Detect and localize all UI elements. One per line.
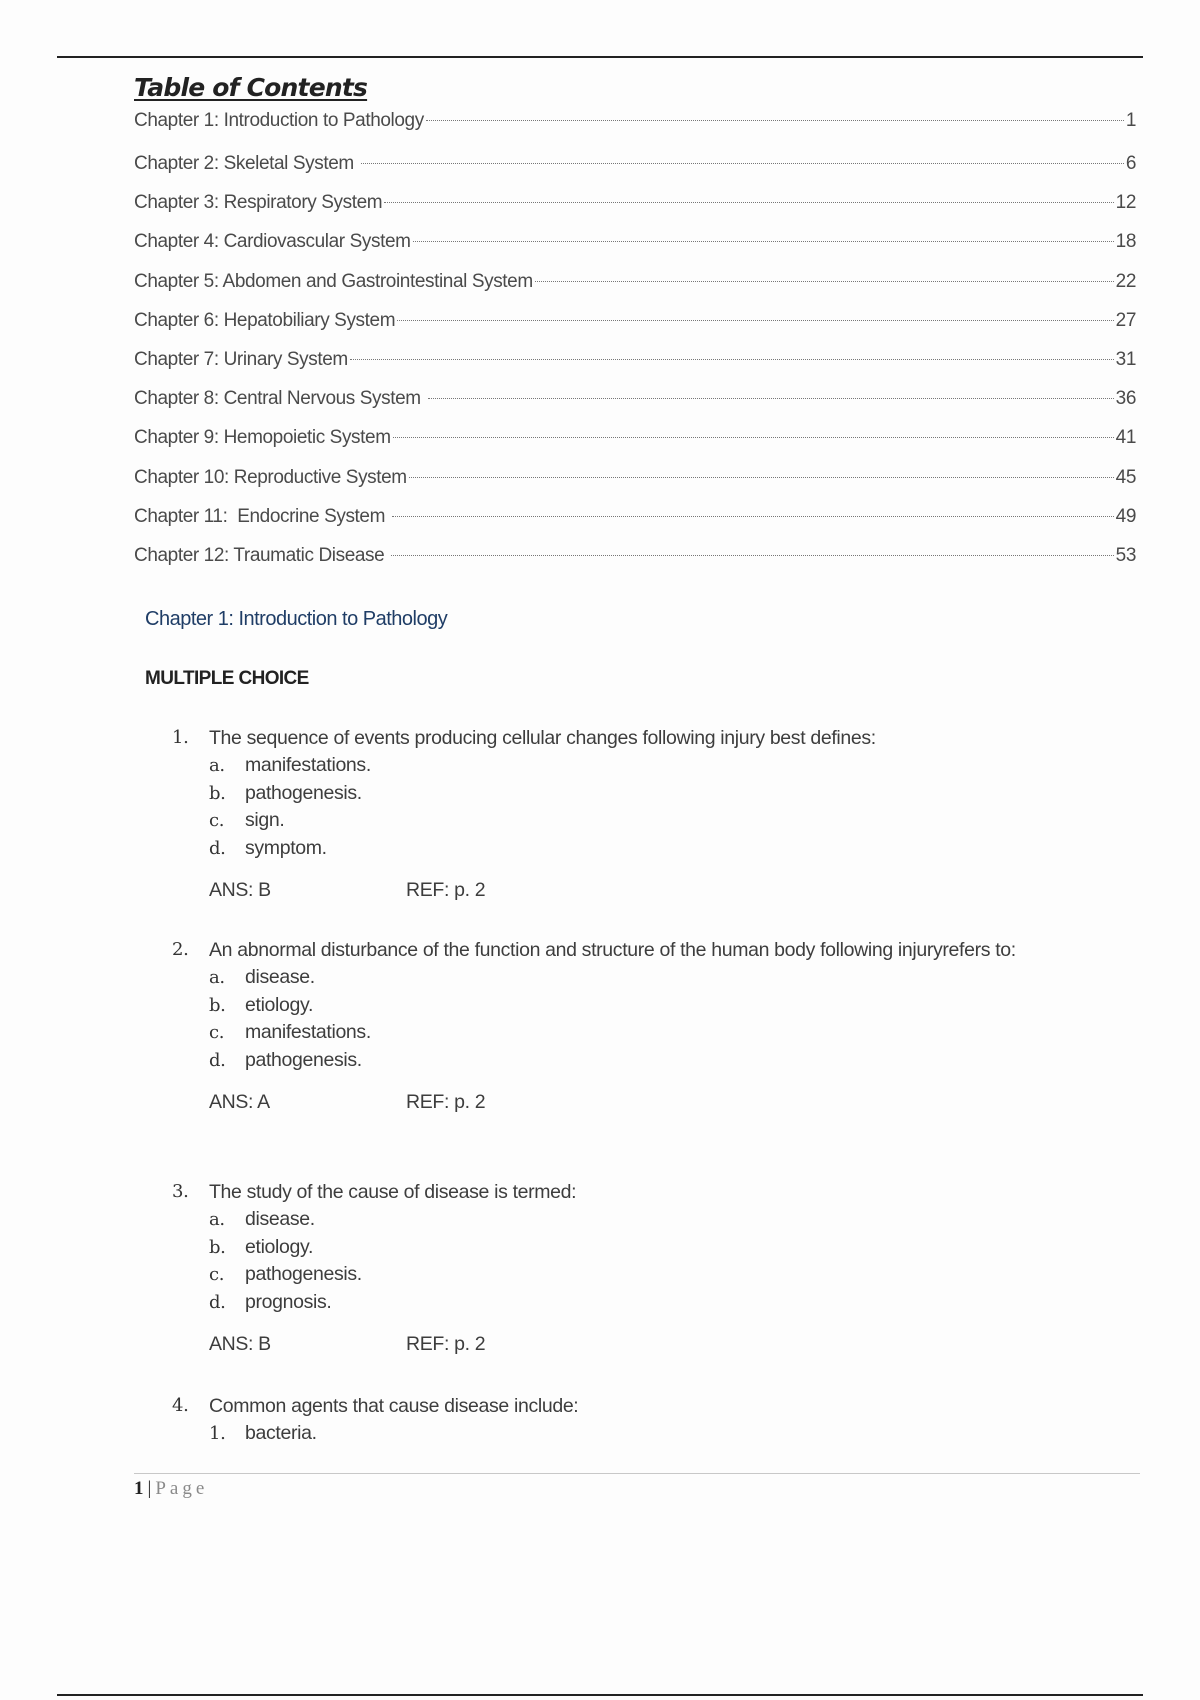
option-letter: d. [209,1049,226,1071]
reference: REF: p. 2 [406,1333,486,1355]
option [209,1206,1072,1234]
toc-leader-dots [384,202,1113,203]
option-letter: b. [209,994,226,1016]
toc-leader-dots [535,281,1114,282]
toc-entry-page: 12 [1115,192,1136,214]
answer-row [209,876,1072,904]
toc-entry-page: 53 [1115,544,1136,566]
toc-entry-page: 36 [1115,388,1136,410]
option-letter: b. [209,1236,226,1258]
toc-entry[interactable] [134,106,1136,136]
question-4 [172,1392,1072,1448]
option [209,780,1072,808]
toc-entry[interactable] [134,340,1136,379]
toc-entry-page: 1 [1125,110,1136,131]
option-letter: d. [209,837,226,859]
reference: REF: p. 2 [406,1091,486,1113]
option [209,752,1072,780]
option-letter: a. [209,755,225,776]
option-text: pathogenesis. [245,1263,362,1285]
option [209,1420,1072,1448]
question-text: An abnormal disturbance of the function and structure of the human body following injuryrefers to: [209,939,1016,961]
toc-leader-dots [413,241,1114,242]
answer: ANS: B [209,879,271,901]
top-rule [57,56,1143,58]
option-letter: c. [209,810,225,831]
option [209,835,1072,863]
table-of-contents [134,70,1136,575]
question-number: 4. [172,1395,189,1416]
option-text: sign. [245,809,285,831]
toc-entry[interactable] [134,222,1136,261]
option-text: disease. [245,1208,315,1230]
toc-entry-label: Chapter 6: Hepatobiliary System [134,309,396,331]
toc-leader-dots [391,555,1113,556]
option-text: pathogenesis. [245,781,362,804]
question-text: Common agents that cause disease include: [209,1395,579,1417]
toc-entry[interactable] [134,301,1136,340]
option-letter: c. [209,1264,225,1285]
option-list [209,964,1072,1074]
toc-entry-page: 6 [1125,153,1136,174]
option-text: etiology. [245,1235,314,1258]
section-heading: MULTIPLE CHOICE [145,668,309,689]
toc-entry-page: 41 [1115,427,1136,449]
option-text: manifestations. [245,1021,371,1043]
question-number: 3. [172,1181,189,1202]
option-letter: a. [209,1209,225,1230]
toc-leader-dots [426,120,1124,121]
question-text: The sequence of events producing cellular changes following injury best defines: [209,727,876,749]
toc-entry-page: 49 [1115,505,1136,527]
toc-leader-dots [397,320,1114,321]
toc-entry-page: 31 [1115,348,1136,370]
toc-entry-label: Chapter 1: Introduction to Pathology [134,110,424,131]
option-text: prognosis. [245,1290,332,1313]
option-letter: a. [209,967,225,988]
option-text: manifestations. [245,754,371,776]
option-list [209,752,1072,862]
footer-rule [134,1473,1140,1474]
toc-entry-label: Chapter 3: Respiratory System [134,192,383,214]
toc-entry-label: Chapter 9: Hemopoietic System [134,427,391,449]
toc-entry-page: 27 [1115,309,1136,331]
option [209,1047,1072,1075]
option-list [209,1206,1072,1316]
toc-leader-dots [361,163,1124,164]
answer-row [209,1088,1072,1116]
option [209,964,1072,992]
toc-leader-dots [350,359,1114,360]
option-text: disease. [245,966,315,988]
question-3 [172,1178,1072,1358]
option-list [209,1420,1072,1448]
toc-entry-label: Chapter 2: Skeletal System [134,153,359,174]
toc-entry-label: Chapter 8: Central Nervous System [134,388,426,410]
question-1 [172,724,1072,904]
option-text: pathogenesis. [245,1048,362,1071]
toc-entry[interactable] [134,183,1136,222]
question-2 [172,936,1072,1116]
page-number: 1 [134,1478,144,1499]
question-text: The study of the cause of disease is termed: [209,1181,577,1203]
page-word: Page [155,1478,209,1499]
option [209,1234,1072,1262]
toc-entry-page: 22 [1115,270,1136,292]
option [209,992,1072,1020]
option [209,807,1072,835]
option-letter: d. [209,1291,226,1313]
toc-title: Table of Contents [134,73,368,102]
option-text: etiology. [245,993,314,1016]
toc-entry-label: Chapter 4: Cardiovascular System [134,231,411,253]
toc-entry-label: Chapter 5: Abdomen and Gastrointestinal System [134,270,533,292]
toc-entry-label: Chapter 11: Endocrine System [134,505,390,527]
toc-entry[interactable] [134,497,1136,536]
option-text: bacteria. [245,1422,317,1444]
answer: ANS: A [209,1091,270,1113]
reference: REF: p. 2 [406,879,486,901]
toc-entry[interactable] [134,418,1136,457]
toc-entry-page: 45 [1115,466,1136,488]
toc-entry[interactable] [134,536,1136,575]
option [209,1261,1072,1289]
answer-row [209,1330,1072,1358]
question-number: 1. [172,727,189,748]
option-letter: c. [209,1022,225,1043]
option [209,1019,1072,1047]
toc-entry[interactable] [134,458,1136,497]
toc-entry[interactable] [134,262,1136,301]
answer: ANS: B [209,1333,271,1355]
toc-leader-dots [428,398,1114,399]
toc-entry-label: Chapter 7: Urinary System [134,348,348,370]
option-letter: b. [209,782,226,804]
bottom-rule [57,1694,1143,1696]
toc-leader-dots [409,477,1114,478]
toc-leader-dots [392,516,1114,517]
option-text: symptom. [245,836,327,859]
toc-list [134,106,1136,575]
option [209,1289,1072,1317]
chapter-heading: Chapter 1: Introduction to Pathology [145,608,448,630]
toc-entry-label: Chapter 12: Traumatic Disease [134,544,390,566]
toc-entry-label: Chapter 10: Reproductive System [134,466,407,488]
question-number: 2. [172,939,189,960]
footer-separator: | [147,1478,152,1499]
option-letter: 1. [209,1423,226,1444]
toc-entry[interactable] [134,379,1136,418]
toc-entry-page: 18 [1115,231,1136,253]
toc-leader-dots [393,437,1114,438]
page-footer [134,1478,208,1500]
toc-entry[interactable] [134,144,1136,183]
